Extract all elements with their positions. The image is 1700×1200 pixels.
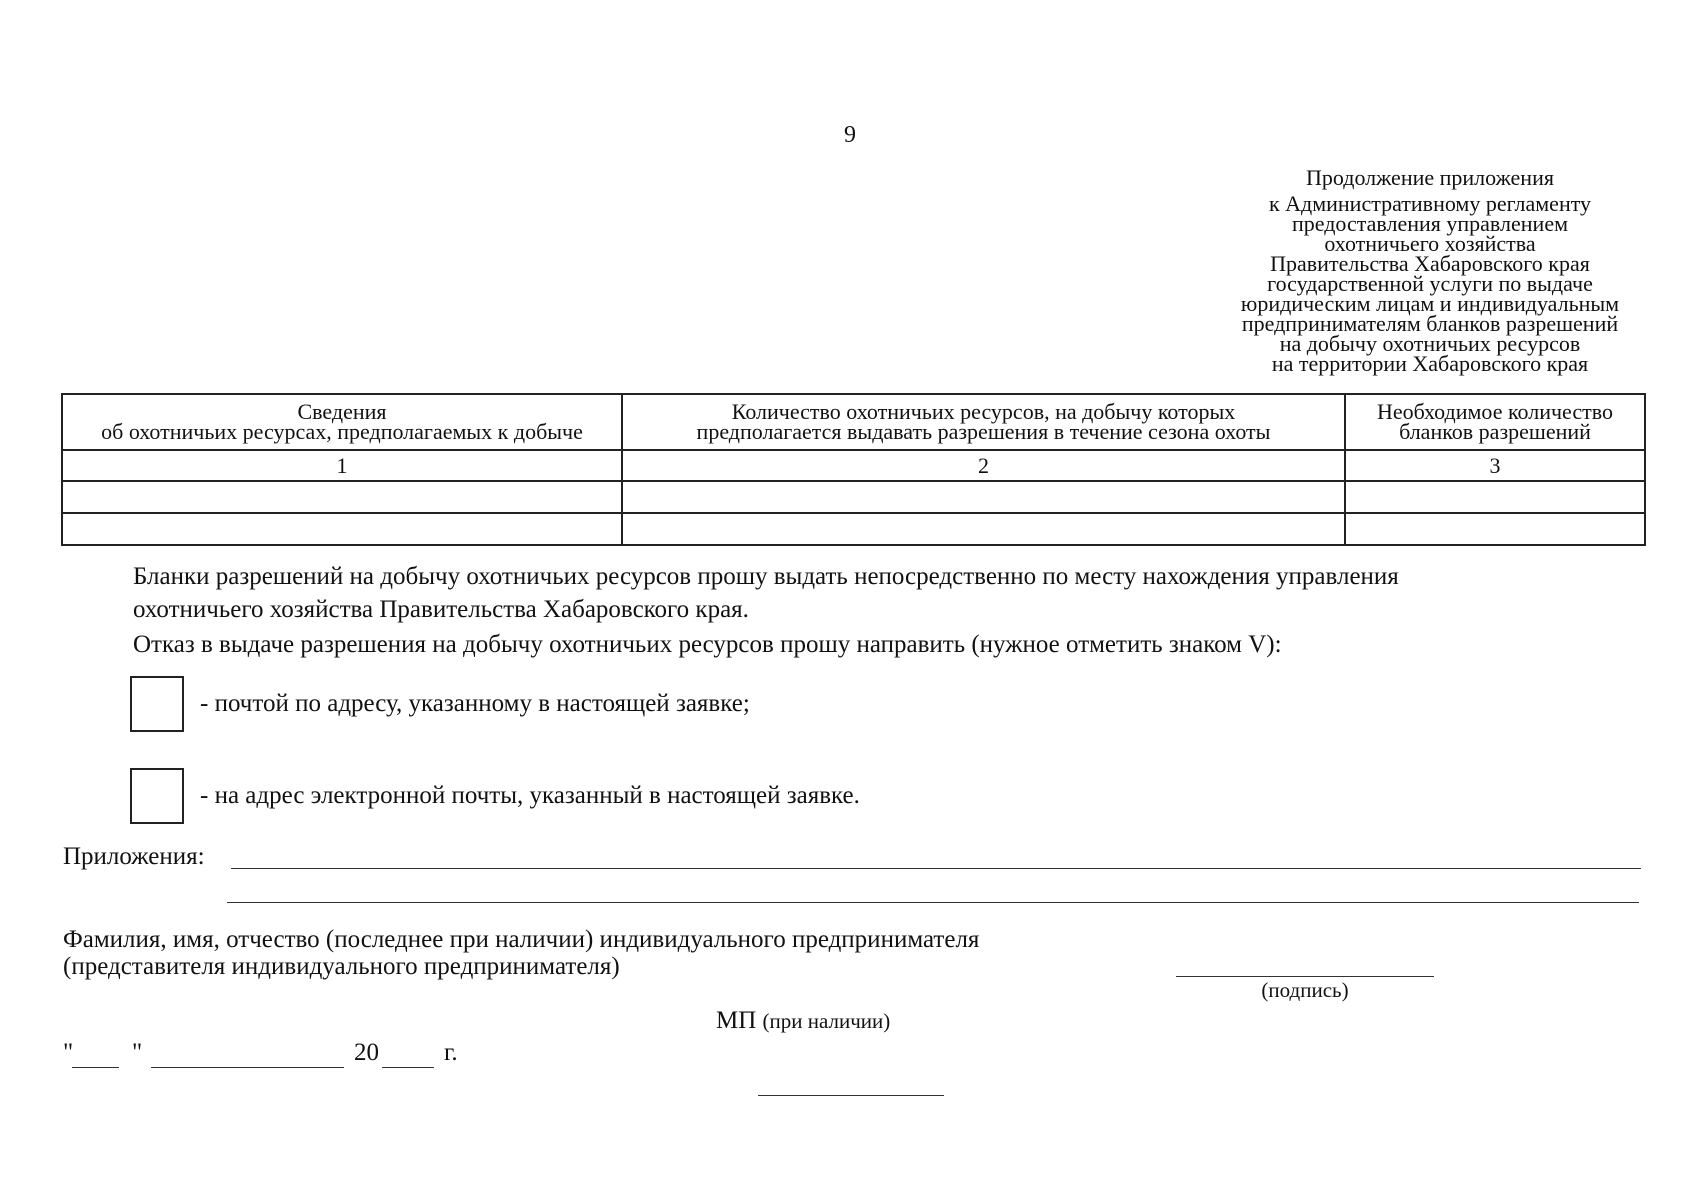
appendix-header-line: Продолжение приложения — [1306, 165, 1554, 190]
header-cell-resources-info — [62, 394, 622, 450]
stamp-label — [716, 1007, 890, 1035]
day-blank[interactable] — [72, 1067, 119, 1068]
stamp-note: (при наличии) — [762, 1009, 891, 1033]
appendix-header-line: на территории Хабаровского края — [1271, 351, 1589, 376]
signature-line[interactable] — [1176, 976, 1434, 977]
appendix-header-line: к Административному регламенту — [1268, 191, 1592, 216]
header-text: бланков разрешений — [1399, 419, 1591, 444]
bottom-signature-line[interactable] — [758, 1095, 944, 1096]
table-cell[interactable] — [62, 513, 622, 545]
header-text: предполагается выдавать разрешения в течение сезона охоты — [696, 419, 1271, 444]
appendix-header-line: Правительства Хабаровского края — [1270, 251, 1590, 276]
option-label: - на адрес электронной почты, указанный в настоящей заявке. — [200, 782, 860, 809]
header-text: Сведения — [297, 399, 387, 424]
page-number: 9 — [844, 122, 856, 148]
attachments-field-line[interactable] — [231, 868, 1641, 869]
resources-table — [61, 393, 1646, 546]
column-number-cell: 1 — [62, 450, 622, 481]
appendix-header-line: государственной услуги по выдаче — [1267, 271, 1593, 296]
option-label: - почтой по адресу, указанному в настоящей заявке; — [200, 690, 750, 717]
appendix-header-line: охотничьего хозяйства — [1324, 231, 1536, 256]
refusal-delivery-paragraph: Отказ в выдаче разрешения на добычу охотничьих ресурсов прошу направить (нужное отметить знаком V): — [133, 631, 1282, 658]
table-cell[interactable] — [622, 513, 1345, 545]
attachments-label: Приложения: — [63, 843, 205, 870]
attachments-field-line[interactable] — [227, 902, 1639, 903]
header-cell-blanks-count — [1345, 394, 1645, 450]
year-prefix: 20 — [354, 1039, 379, 1066]
column-number-cell: 3 — [1345, 450, 1645, 481]
signature-caption: (подпись) — [1261, 978, 1349, 1002]
header-text: Необходимое количество — [1377, 399, 1613, 424]
appendix-header-line: юридическим лицам и индивидуальным — [1240, 291, 1620, 316]
paragraph-line: Бланки разрешений на добычу охотничьих ресурсов прошу выдать непосредственно по месту нахождения управления — [133, 563, 1399, 590]
month-blank[interactable] — [151, 1067, 344, 1068]
fio-line: (представителя индивидуального предпринимателя) — [63, 953, 620, 980]
year-blank[interactable] — [382, 1067, 434, 1068]
year-suffix: г. — [444, 1039, 458, 1066]
table-row — [62, 513, 1645, 545]
date-quote-open: " — [63, 1039, 74, 1066]
table-row — [62, 481, 1645, 513]
appendix-header — [1185, 165, 1675, 376]
header-cell-resources-quantity — [622, 394, 1345, 450]
table-cell[interactable] — [62, 481, 622, 513]
option-post — [130, 674, 750, 734]
appendix-header-line: предпринимателям бланков разрешений — [1241, 311, 1619, 336]
stamp-abbrev: МП — [716, 1007, 757, 1034]
table-cell[interactable] — [1345, 513, 1645, 545]
blanks-delivery-paragraph — [63, 560, 1646, 626]
date-quote-close: " — [132, 1039, 143, 1066]
appendix-header-line: предоставления управлением — [1291, 211, 1569, 236]
header-text: Количество охотничьих ресурсов, на добычу которых — [731, 399, 1236, 424]
column-number-row — [62, 450, 1645, 481]
table-cell[interactable] — [1345, 481, 1645, 513]
post-checkbox[interactable] — [130, 676, 184, 732]
fio-label — [63, 926, 979, 980]
table-cell[interactable] — [622, 481, 1345, 513]
fio-line: Фамилия, имя, отчество (последнее при наличии) индивидуального предпринимателя — [63, 926, 980, 953]
header-text: об охотничьих ресурсах, предполагаемых к добыче — [101, 419, 583, 444]
appendix-header-line: на добычу охотничьих ресурсов — [1279, 331, 1581, 356]
paragraph-line: охотничьего хозяйства Правительства Хабаровского края. — [133, 596, 749, 623]
column-number-cell: 2 — [622, 450, 1345, 481]
table-header-row — [62, 394, 1645, 450]
option-email — [130, 766, 860, 826]
email-checkbox[interactable] — [130, 768, 184, 824]
